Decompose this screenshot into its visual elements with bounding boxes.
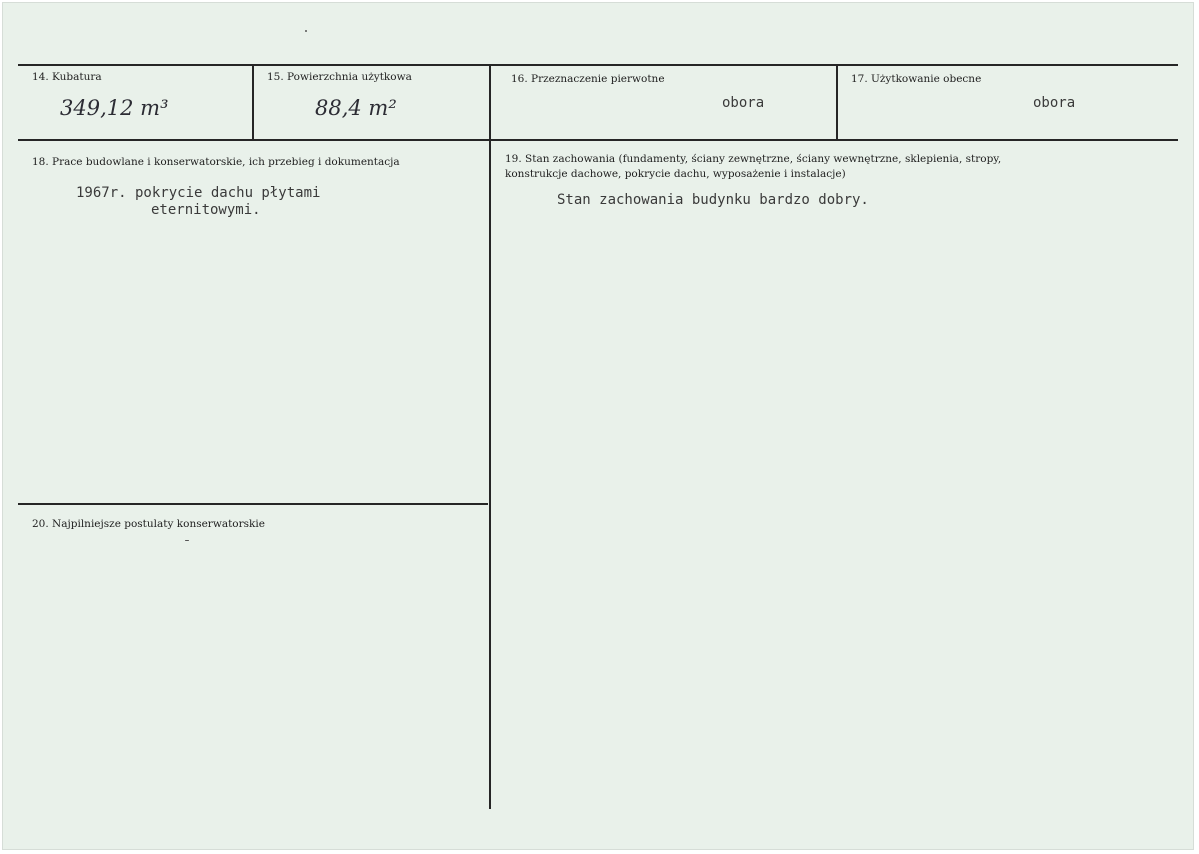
field-18-value-line-1: 1967r. pokrycie dachu płytami xyxy=(76,185,321,201)
top-rule xyxy=(18,64,1178,66)
inventory-card xyxy=(2,2,1194,850)
field-14-value: 349,12 m³ xyxy=(60,96,169,120)
field-17-label: 17. Użytkowanie obecne xyxy=(851,73,982,85)
field-18-label: 18. Prace budowlane i konserwatorskie, ich przebieg i dokumentacja xyxy=(32,156,400,168)
field-16-value: obora xyxy=(722,95,765,111)
field-18-value-line-2: eternitowymi. xyxy=(151,202,261,218)
field-20-label: 20. Najpilniejsze postulaty konserwatorskie xyxy=(32,518,265,530)
divider-16-17 xyxy=(836,64,838,141)
lower-left-rule xyxy=(18,503,488,505)
scan-speck xyxy=(305,30,307,32)
divider-14-15 xyxy=(252,64,254,141)
divider-main xyxy=(489,64,491,809)
field-19-label-line-1: 19. Stan zachowania (fundamenty, ściany zewnętrzne, ściany wewnętrzne, sklepienia, stropy, xyxy=(505,153,1002,165)
field-19-value: Stan zachowania budynku bardzo dobry. xyxy=(557,192,869,208)
scan-speck xyxy=(185,540,189,541)
field-15-label: 15. Powierzchnia użytkowa xyxy=(267,71,412,83)
field-14-label: 14. Kubatura xyxy=(32,71,102,83)
field-15-value: 88,4 m² xyxy=(315,96,397,120)
field-16-label: 16. Przeznaczenie pierwotne xyxy=(511,73,665,85)
field-17-value: obora xyxy=(1033,95,1076,111)
middle-rule xyxy=(18,139,1178,141)
field-19-label-line-2: konstrukcje dachowe, pokrycie dachu, wyposażenie i instalacje) xyxy=(505,168,846,180)
